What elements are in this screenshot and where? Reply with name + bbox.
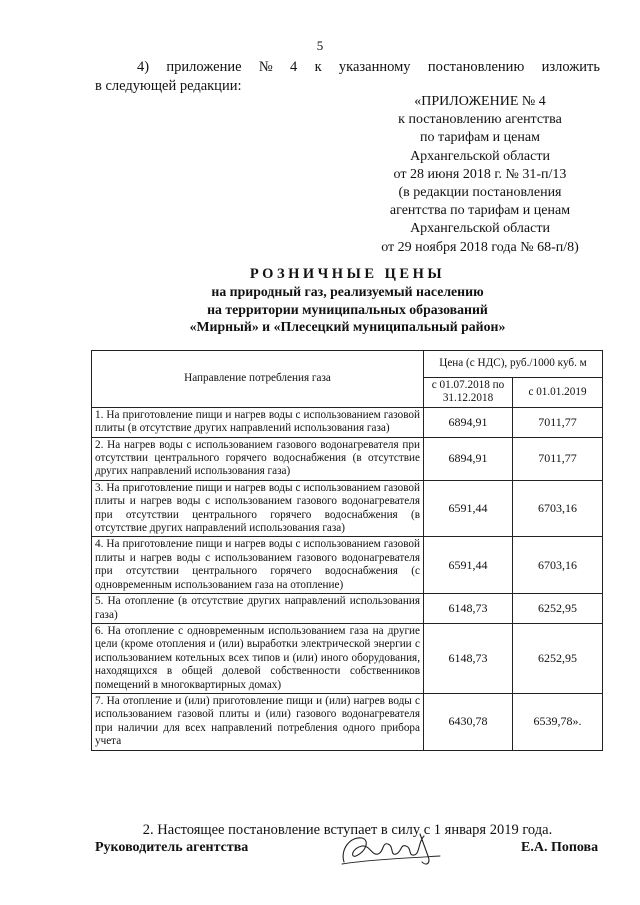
appendix-line: к постановлению агентства (398, 112, 562, 128)
page-number: 5 (316, 38, 324, 53)
row-price-2: 6703,16 (513, 537, 603, 594)
row-price-2: 6539,78». (513, 693, 603, 750)
heading-line: «Мирный» и «Плесецкий муниципальный район» (189, 319, 506, 334)
row-price-1: 6591,44 (424, 537, 513, 594)
appendix-line: от 29 ноября 2018 года № 68-п/8) (381, 239, 579, 255)
appendix-line: Архангельской области (410, 148, 550, 164)
row-price-1: 6148,73 (424, 623, 513, 693)
row-description: 7. На отопление и (или) приготовление пищи и (или) нагрев воды с использованием газовой плиты и (или) газового водонагревателя при наличии для всех направлений потребления одного прибора учета (92, 693, 424, 750)
table-row (92, 623, 603, 693)
prices-heading (95, 265, 600, 336)
row-price-2: 6252,95 (513, 623, 603, 693)
row-price-2: 7011,77 (513, 407, 603, 437)
appendix-block (360, 93, 600, 257)
row-price-1: 6894,91 (424, 437, 513, 480)
header-price: Цена (с НДС), руб./1000 куб. м (424, 351, 603, 378)
intro-word: постановлению (427, 59, 525, 75)
row-price-2: 6703,16 (513, 480, 603, 537)
handwritten-signature (336, 826, 446, 872)
appendix-line: (в редакции постановления (398, 185, 562, 201)
row-price-1: 6894,91 (424, 407, 513, 437)
appendix-line: Архангельской области (410, 221, 550, 237)
row-price-2: 6252,95 (513, 594, 603, 624)
intro-word: изложить (541, 59, 600, 75)
intro-word: 4) (137, 59, 150, 75)
table-row (92, 537, 603, 594)
heading-line: на природный газ, реализуемый населению (211, 284, 484, 299)
table-row (92, 693, 603, 750)
table-row (92, 480, 603, 537)
header-period-1: с 01.07.2018 по 31.12.2018 (424, 378, 513, 408)
signatory-name: Е.А. Попова (521, 840, 599, 855)
final-clause: 2. Настоящее постановление вступает в силу с 1 января 2019 года. (142, 822, 553, 838)
intro-word: к (314, 59, 322, 75)
header-direction: Направление потребления газа (92, 351, 424, 408)
appendix-line: по тарифам и ценам (420, 130, 540, 146)
table-row (92, 594, 603, 624)
intro-word: приложение (166, 59, 242, 75)
appendix-line: агентства по тарифам и ценам (389, 203, 571, 219)
row-price-1: 6148,73 (424, 594, 513, 624)
row-description: 6. На отопление с одновременным использованием газа на другие цели (кроме отопления и (или) выработки электрической энергии с использованием котельных всех типов и (или) иного оборудования, находящихся в общей долевой собственности собственников помещений в многоквартирных домах) (92, 623, 424, 693)
row-description: 2. На нагрев воды с использованием газового водонагревателя при отсутствии центрального горячего водоснабжения (в отсутствие других направлений использования газа) (92, 437, 424, 480)
appendix-line: «ПРИЛОЖЕНИЕ № 4 (414, 94, 546, 109)
row-price-2: 7011,77 (513, 437, 603, 480)
heading-line: на территории муниципальных образований (207, 301, 488, 317)
row-description: 4. На приготовление пищи и нагрев воды с использованием газовой плиты и нагрев воды с использованием газового водонагревателя при отсутствии центрального горячего водоснабжения (с одновременным использованием газа на отопление) (92, 537, 424, 594)
intro-word: № (258, 59, 273, 75)
row-price-1: 6430,78 (424, 693, 513, 750)
row-description: 1. На приготовление пищи и нагрев воды с использованием газовой плиты (в отсутствие других направлений использования газа) (92, 407, 424, 437)
price-table (91, 350, 603, 751)
table-row (92, 407, 603, 437)
appendix-line: от 28 июня 2018 г. № 31-п/13 (393, 166, 567, 182)
intro-paragraph (95, 58, 600, 96)
header-period-2: с 01.01.2019 (513, 378, 603, 408)
table-row (92, 437, 603, 480)
row-description: 5. На отопление (в отсутствие других направлений использования газа) (92, 594, 424, 624)
row-price-1: 6591,44 (424, 480, 513, 537)
heading-title: РОЗНИЧНЫЕ ЦЕНЫ (249, 266, 446, 282)
intro-line-1 (95, 58, 600, 77)
intro-word: указанному (338, 59, 411, 75)
table-header-row (92, 351, 603, 378)
intro-line-2: в следующей редакции: (95, 78, 242, 94)
signatory-title: Руководитель агентства (95, 840, 249, 855)
intro-word: 4 (290, 59, 298, 75)
row-description: 3. На приготовление пищи и нагрев воды с использованием газовой плиты и нагрев воды с использованием газового водонагревателя при отсутствии центрального горячего водоснабжения (в отсутствие других направлений использования газа) (92, 480, 424, 537)
